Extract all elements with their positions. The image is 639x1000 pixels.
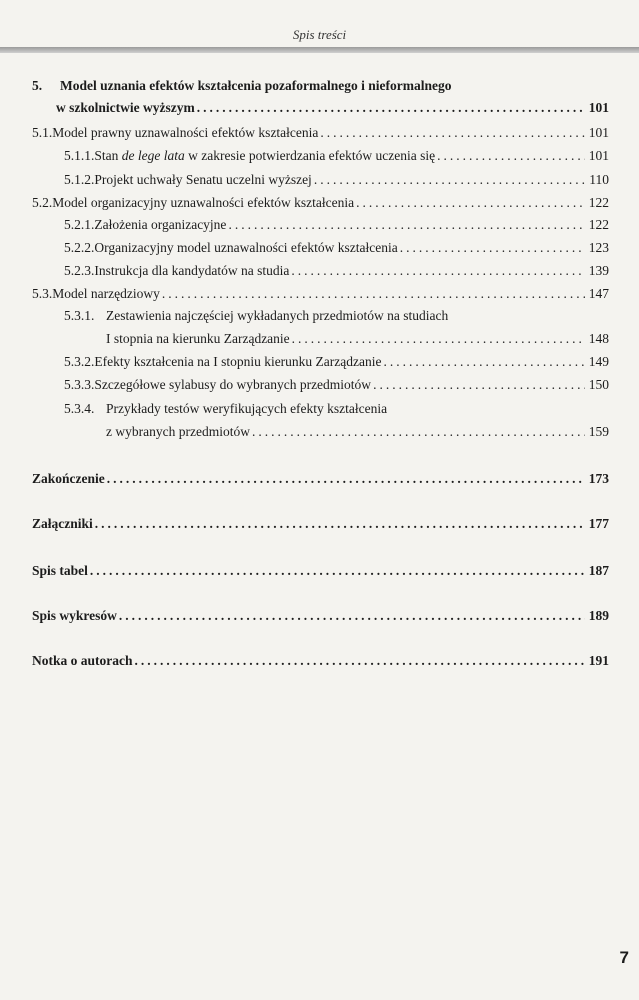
toc-entry-number: 5.1. (32, 125, 53, 140)
toc-entry-page: 139 (588, 263, 609, 278)
toc-entry-number: 5.1.2. (64, 172, 95, 187)
toc-entry-title: Stan de lege lata w zakresie potwierdzania efektów uczenia się (94, 148, 436, 163)
page-number: 7 (619, 948, 629, 967)
toc-entry-title: Model prawny uznawalności efektów kształcenia (52, 125, 319, 140)
toc-entry-page: 101 (588, 125, 609, 140)
toc-entry-number: 5.3.3. (64, 377, 95, 392)
leader-dots (292, 330, 585, 348)
toc-entry-title: Instrukcja dla kandydatów na studia (94, 263, 290, 278)
leader-dots (314, 171, 585, 189)
toc-entry-title: Przykłady testów weryfikujących efekty kształcenia (106, 401, 388, 416)
toc-entry-number: 5.3. (32, 286, 53, 301)
toc-entry-title: Spis wykresów (32, 608, 117, 623)
toc-entry-title: Notka o autorach (32, 653, 133, 668)
toc-entry-page: 191 (588, 653, 609, 668)
toc-entry-number: 5. (32, 78, 43, 93)
toc-entry-title: Projekt uchwały Senatu uczelni wyższej (94, 172, 312, 187)
leader-dots (107, 470, 585, 488)
leader-dots (356, 194, 585, 212)
toc-entry-page: 123 (588, 240, 609, 255)
toc-entry-page: 173 (588, 471, 609, 486)
toc-entry-number: 5.3.4. (64, 401, 95, 416)
leader-dots (320, 124, 584, 142)
toc-entry-title: Spis tabel (32, 563, 88, 578)
leader-dots (228, 216, 584, 234)
toc-entry-title: Szczegółowe sylabusy do wybranych przedmiotów (94, 377, 372, 392)
toc-entry-number: 5.2. (32, 195, 53, 210)
leader-dots (252, 423, 585, 441)
toc-entry-page: 122 (588, 195, 609, 210)
toc-entry-number: 5.1.1. (64, 148, 95, 163)
leader-dots (197, 99, 585, 117)
toc-entry-number: 5.2.2. (64, 240, 95, 255)
toc-entry-title: Model uznania efektów kształcenia pozaformalnego i nieformalnego (60, 78, 452, 93)
leader-dots (291, 262, 584, 280)
toc-entry-title-cont: I stopnia na kierunku Zarządzanie (106, 331, 290, 346)
toc-entry-page: 101 (588, 148, 609, 163)
running-header: Spis treści (292, 27, 347, 42)
toc-entry-title: Załączniki (32, 516, 93, 531)
leader-dots (95, 515, 585, 533)
toc-entry-title: Zestawienia najczęściej wykładanych przedmiotów na studiach (106, 308, 449, 323)
toc-entry-title: Organizacyjny model uznawalności efektów kształcenia (94, 240, 398, 255)
toc-entry-number: 5.2.3. (64, 263, 95, 278)
toc-entry-page: 122 (588, 217, 609, 232)
toc-entry-title: Założenia organizacyjne (94, 217, 227, 232)
leader-dots (162, 285, 585, 303)
toc-entry-title-cont: z wybranych przedmiotów (106, 424, 250, 439)
toc-entry-title-cont: w szkolnictwie wyższym (56, 100, 195, 115)
toc-entry-page: 150 (588, 377, 609, 392)
leader-dots (135, 652, 585, 670)
leader-dots (90, 562, 585, 580)
leader-dots (384, 353, 585, 371)
toc-entry-page: 148 (588, 331, 609, 346)
toc-entry-title: Model organizacyjny uznawalności efektów kształcenia (52, 195, 355, 210)
toc-entry-page: 110 (589, 172, 609, 187)
toc-entry-page: 187 (588, 563, 609, 578)
toc-entry-page: 189 (588, 608, 609, 623)
toc-entry-page: 149 (588, 354, 609, 369)
toc-entry-page: 147 (588, 286, 609, 301)
toc-entry-page: 101 (588, 100, 609, 115)
toc-entry-number: 5.2.1. (64, 217, 95, 232)
toc-entry-page: 159 (588, 424, 609, 439)
toc-entry-number: 5.3.2. (64, 354, 95, 369)
toc-entry-title: Zakończenie (32, 471, 105, 486)
leader-dots (400, 239, 585, 257)
leader-dots (373, 376, 585, 394)
toc-entry-title: Model narzędziowy (52, 286, 160, 301)
leader-dots (119, 607, 585, 625)
leader-dots (437, 147, 585, 165)
toc-entry-title: Efekty kształcenia na I stopniu kierunku Zarządzanie (94, 354, 382, 369)
toc-entry-page: 177 (588, 516, 609, 531)
toc-entry-number: 5.3.1. (64, 308, 95, 323)
